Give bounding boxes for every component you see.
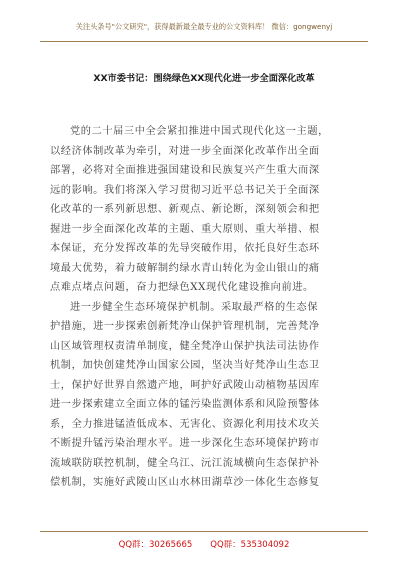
document-body <box>50 122 360 493</box>
footer-qq-group-1: QQ群：30265665 <box>118 540 193 550</box>
footer-qq-group-2: QQ群：535304092 <box>210 540 290 550</box>
body-line: 境最大优势，着力破解制约绿水青山转化为金山银山的痛 <box>50 262 320 274</box>
body-line: 本保证，充分发挥改革的先导突破作用，依托良好生态环 <box>50 243 320 254</box>
header-notice: 关注头条号"公文研究"，获得最新最全最专业的公文资料库！ 微信：gongwenyj <box>75 22 333 31</box>
body-line: 流域联防联控机制，健全乌江、沅江流域横向生态保护补 <box>50 457 320 469</box>
body-line: 化改革的一系列新思想、新观点、新论断，深刻领会和把 <box>50 204 320 215</box>
body-line: 以经济体制改革为牵引，对进一步全面深化改革作出全面 <box>50 145 320 157</box>
body-line: 机制，加快创建梵净山国家公园，坚决当好梵净山生态卫 <box>50 360 320 371</box>
body-line: 士，保护好世界自然遗产地，呵护好武陵山动植物基因库 <box>50 379 320 391</box>
body-line: 系，全力推进锰渣低成本、无害化、资源化利用技术攻关 <box>50 418 320 430</box>
body-line: 部署，必将对全面推进强国建设和民族复兴产生重大而深 <box>50 165 320 176</box>
header-divider <box>40 41 368 42</box>
body-line: 护措施，进一步探索创新梵净山保护管理机制，完善梵净 <box>50 321 320 332</box>
footer <box>0 538 408 550</box>
body-line: 山区域管理权责清单制度，健全梵净山保护执法司法协作 <box>50 340 320 352</box>
body-line: 点难点堵点问题，奋力把绿色XX现代化建设推向前进。 <box>50 282 314 293</box>
body-line: 党的二十届三中全会紧扣推进中国式现代化这一主题， <box>70 126 329 137</box>
body-line: 进一步探索建立全面立体的锰污染监测体系和风险预警体 <box>50 399 320 410</box>
document-title: XX市委书记：围绕绿色XX现代化进一步全面深化改革 <box>93 73 315 84</box>
body-line: 远的影响。我们将深入学习贯彻习近平总书记关于全面深 <box>50 184 320 196</box>
footer-divider <box>40 531 368 532</box>
body-line: 进一步健全生态环境保护机制。采取最严格的生态保 <box>70 301 319 313</box>
body-line: 握进一步全面深化改革的主题、重大原则、重大举措、根 <box>50 223 320 235</box>
body-line: 偿机制，实施好武陵山区山水林田湖草沙一体化生态修复 <box>50 477 320 488</box>
body-line: 不断提升锰污染治理水平。进一步深化生态环境保护跨市 <box>50 438 320 449</box>
